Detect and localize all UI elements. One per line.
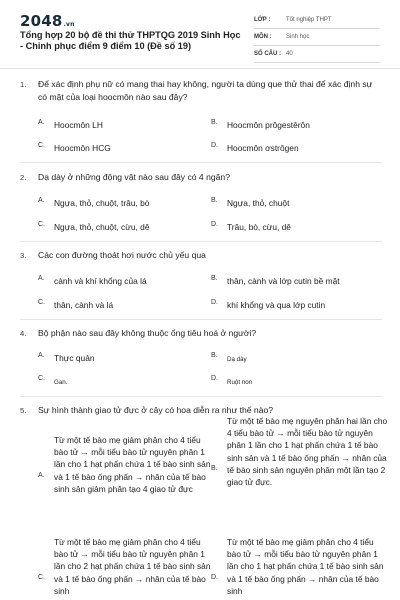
option-key: B.: [211, 352, 218, 359]
option-a[interactable]: [38, 275, 147, 288]
option-b[interactable]: [211, 119, 310, 132]
option-a[interactable]: [38, 119, 103, 132]
option-key: D.: [211, 142, 218, 149]
meta-value: Sinh học: [286, 34, 310, 40]
document-meta: [254, 12, 380, 63]
option-d[interactable]: [211, 221, 291, 234]
question-number: 5.: [20, 406, 27, 415]
meta-row-count: [254, 46, 380, 63]
option-text: khí khổng và qua lớp cutin: [227, 300, 326, 310]
question-divider: [20, 319, 382, 320]
option-a[interactable]: [38, 352, 95, 365]
option-b[interactable]: [211, 197, 289, 210]
option-key: C.: [38, 221, 45, 228]
question-number: 1.: [20, 80, 27, 89]
option-d[interactable]: [211, 536, 389, 597]
option-c[interactable]: [38, 375, 67, 390]
option-key: B.: [211, 275, 218, 282]
option-text: Từ một tế bào mẹ giảm phân cho 4 tiểu bào tử → mỗi tiểu bào tử nguyên phân 1 lần cho 1 hạt phấn chứa 1 tế bào sinh sản và 1 tế bào ống phấn → nhân của tế bào sinh: [227, 537, 384, 596]
question-text: Các con đường thoát hơi nước chủ yếu qua: [38, 250, 206, 260]
option-key: A.: [38, 472, 45, 479]
option-text: Gan.: [54, 379, 68, 386]
option-d[interactable]: [211, 299, 325, 312]
option-key: A.: [38, 197, 45, 204]
option-key: B.: [211, 119, 218, 126]
question-text: Bộ phận nào sau đây không thuộc ống tiêu hoá ở người?: [38, 328, 257, 338]
question-number: 4.: [20, 329, 27, 338]
option-text: Hoocmôn HCG: [54, 143, 111, 153]
option-key: A.: [38, 275, 45, 282]
option-text: Trâu, bò, cừu, dê: [227, 222, 291, 232]
site-logo[interactable]: [20, 12, 75, 30]
meta-value: Tốt nghiệp THPT: [286, 17, 332, 23]
option-key: D.: [211, 221, 218, 228]
option-b[interactable]: [211, 415, 389, 488]
option-text: Thực quản: [54, 353, 95, 363]
option-c[interactable]: [38, 299, 113, 312]
question-text: Sự hình thành giao tử đực ở cây có hoa diễn ra như thế nào?: [38, 405, 274, 415]
option-key: D.: [211, 574, 218, 581]
option-c[interactable]: [38, 221, 149, 234]
question-number: 2.: [20, 173, 27, 182]
meta-key: SỐ CÂU :: [254, 51, 281, 57]
option-b[interactable]: [211, 275, 340, 288]
question-text: Để xác định phụ nữ có mang thai hay không, người ta dùng que thử thai để xác định sự có mặt của loại hoocmôn nào sau đây?: [38, 79, 373, 102]
option-text: Ruột non: [227, 379, 253, 386]
option-text: Từ một tế bào mẹ giảm phân cho 4 tiểu bào tử → mỗi tiểu bào tử nguyên phân 1 lần cho 1 hạt phấn chứa 1 tế bào sinh sản và 1 tế bào ống phấn → nhân của tế bào sinh sản giảm phân tạo 4 giao tử đực: [54, 435, 211, 494]
option-text: Ngựa, thỏ, chuột, cừu, dê: [54, 222, 150, 232]
option-key: B.: [211, 465, 218, 472]
logo-suffix: .vn: [63, 21, 75, 28]
option-text: thân, cành và lá: [54, 300, 114, 310]
logo-text: 2048: [20, 12, 63, 30]
option-c[interactable]: [38, 142, 111, 155]
option-d[interactable]: [211, 375, 252, 390]
option-text: Hoocmôn LH: [54, 120, 103, 130]
question-text: Dạ dày ở những động vật nào sau đây có 4 ngăn?: [38, 172, 230, 182]
option-text: Hoocmôn prôgestêrôn: [227, 120, 310, 130]
question-number: 3.: [20, 251, 27, 260]
option-a[interactable]: [38, 197, 149, 210]
header-divider: [0, 68, 400, 69]
question-divider: [20, 162, 382, 163]
option-key: D.: [211, 375, 218, 382]
option-text: Từ một tế bào mẹ nguyên phân hai lần cho 4 tiểu bào tử → mỗi tiểu bào tử nguyên phân 1 lần cho 1 hạt phấn chứa 1 tế bào sinh sản và 1 tế bào ống phấn → nhân của tế bào sinh sản nguyên phân một lần tạo 2 giao tử đực.: [227, 416, 388, 488]
document-title: Tổng hợp 20 bộ đề thi thử THPTQG 2019 Sinh Học - Chinh phục điểm 9 điểm 10 (Đề số 19): [20, 30, 241, 51]
option-text: cành và khí khổng của lá: [54, 276, 147, 286]
meta-row-subject: [254, 29, 380, 46]
option-key: C.: [38, 142, 45, 149]
option-a[interactable]: [38, 434, 216, 495]
option-key: A.: [38, 119, 45, 126]
option-b[interactable]: [211, 352, 247, 367]
meta-row-class: [254, 12, 380, 29]
option-text: Dạ dày: [227, 356, 247, 363]
option-key: A.: [38, 352, 45, 359]
question-divider: [20, 241, 382, 242]
option-text: Hoocmôn ơstrôgen: [227, 143, 299, 153]
option-key: C.: [38, 299, 45, 306]
option-key: B.: [211, 197, 218, 204]
option-text: Ngựa, thỏ, chuột, trâu, bò: [54, 198, 150, 208]
option-d[interactable]: [211, 142, 299, 155]
meta-value: 40: [286, 51, 293, 57]
option-key: D.: [211, 299, 218, 306]
option-c[interactable]: [38, 536, 216, 597]
option-text: Ngựa, thỏ, chuột: [227, 198, 290, 208]
option-key: C.: [38, 574, 45, 581]
option-text: Từ một tế bào mẹ giảm phân cho 4 tiểu bào tử → mỗi tiểu bào tử nguyên phân 1 lần cho 2 hạt phấn chứa 1 tế bào sinh sản và 1 tế bào ống phấn → nhân của tế bào sinh: [54, 537, 211, 596]
option-text: thân, cành và lớp cutin bề mặt: [227, 276, 340, 286]
document-header: [0, 0, 400, 64]
option-key: C.: [38, 375, 45, 382]
meta-key: LỚP :: [254, 17, 271, 23]
meta-key: MÔN :: [254, 34, 272, 40]
question-divider: [20, 396, 382, 397]
